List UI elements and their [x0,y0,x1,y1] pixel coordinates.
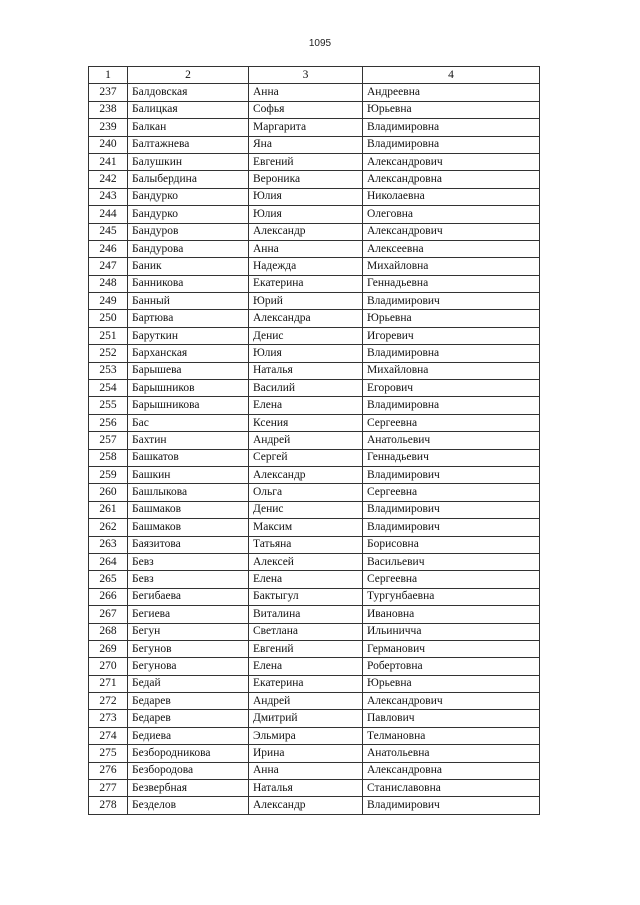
surname-cell: Балтажнева [128,136,249,153]
row-number-cell: 237 [89,84,128,101]
first-name-cell: Наталья [249,362,363,379]
row-number-cell: 263 [89,536,128,553]
row-number-cell: 260 [89,484,128,501]
first-name-cell: Елена [249,397,363,414]
surname-cell: Баруткин [128,327,249,344]
table-row [89,675,540,692]
table-row [89,153,540,170]
surname-cell: Безделов [128,797,249,814]
surname-cell: Бегунова [128,658,249,675]
table-row [89,745,540,762]
first-name-cell: Яна [249,136,363,153]
page-number: 1095 [308,38,332,49]
table-row [89,449,540,466]
table-row [89,293,540,310]
patronymic-cell: Владимирович [363,797,540,814]
row-number-cell: 242 [89,171,128,188]
table-row [89,136,540,153]
surname-cell: Бандурко [128,206,249,223]
surname-cell: Бегун [128,623,249,640]
table-row [89,588,540,605]
table-row [89,101,540,118]
first-name-cell: Юрий [249,293,363,310]
header-col-1: 1 [89,67,128,84]
first-name-cell: Анна [249,84,363,101]
patronymic-cell: Анатольевна [363,745,540,762]
patronymic-cell: Юрьевна [363,310,540,327]
patronymic-cell: Михайловна [363,362,540,379]
row-number-cell: 251 [89,327,128,344]
table-row [89,606,540,623]
patronymic-cell: Александрович [363,153,540,170]
row-number-cell: 244 [89,206,128,223]
patronymic-cell: Германович [363,640,540,657]
row-number-cell: 255 [89,397,128,414]
patronymic-cell: Сергеевна [363,484,540,501]
row-number-cell: 261 [89,501,128,518]
table-row [89,571,540,588]
surname-cell: Безбородникова [128,745,249,762]
patronymic-cell: Сергеевна [363,571,540,588]
table-row [89,484,540,501]
first-name-cell: Юлия [249,188,363,205]
surname-cell: Бедай [128,675,249,692]
patronymic-cell: Александрович [363,223,540,240]
row-number-cell: 272 [89,693,128,710]
surname-cell: Балдовская [128,84,249,101]
surname-cell: Бахтин [128,432,249,449]
patronymic-cell: Владимировна [363,119,540,136]
surname-cell: Балыбердина [128,171,249,188]
surname-cell: Бедарев [128,693,249,710]
table-row [89,797,540,814]
header-col-3: 3 [249,67,363,84]
surname-cell: Башлыкова [128,484,249,501]
first-name-cell: Вероника [249,171,363,188]
first-name-cell: Софья [249,101,363,118]
table-row [89,780,540,797]
table-row [89,345,540,362]
patronymic-cell: Игоревич [363,327,540,344]
row-number-cell: 247 [89,258,128,275]
table-row [89,623,540,640]
header-row [89,67,540,84]
surname-cell: Бартюва [128,310,249,327]
first-name-cell: Маргарита [249,119,363,136]
patronymic-cell: Тургунбаевна [363,588,540,605]
patronymic-cell: Геннадьевич [363,449,540,466]
first-name-cell: Андрей [249,432,363,449]
row-number-cell: 256 [89,414,128,431]
table-row [89,275,540,292]
surname-cell: Башмаков [128,519,249,536]
row-number-cell: 240 [89,136,128,153]
patronymic-cell: Геннадьевна [363,275,540,292]
surname-cell: Барханская [128,345,249,362]
patronymic-cell: Александровна [363,171,540,188]
patronymic-cell: Ильиничча [363,623,540,640]
table-row [89,84,540,101]
row-number-cell: 245 [89,223,128,240]
first-name-cell: Василий [249,380,363,397]
table-row [89,362,540,379]
names-table [88,66,540,815]
row-number-cell: 268 [89,623,128,640]
first-name-cell: Александр [249,223,363,240]
patronymic-cell: Владимировна [363,397,540,414]
first-name-cell: Ирина [249,745,363,762]
surname-cell: Башмаков [128,501,249,518]
patronymic-cell: Станиславовна [363,780,540,797]
table-row [89,258,540,275]
first-name-cell: Ксения [249,414,363,431]
table-row [89,710,540,727]
row-number-cell: 267 [89,606,128,623]
table-row [89,380,540,397]
patronymic-cell: Робертовна [363,658,540,675]
table-row [89,188,540,205]
patronymic-cell: Андреевна [363,84,540,101]
first-name-cell: Денис [249,327,363,344]
table-header [89,67,540,84]
row-number-cell: 266 [89,588,128,605]
patronymic-cell: Николаевна [363,188,540,205]
patronymic-cell: Александровна [363,762,540,779]
surname-cell: Бевз [128,571,249,588]
patronymic-cell: Юрьевна [363,675,540,692]
first-name-cell: Анна [249,240,363,257]
patronymic-cell: Михайловна [363,258,540,275]
patronymic-cell: Владимирович [363,501,540,518]
first-name-cell: Екатерина [249,675,363,692]
patronymic-cell: Ивановна [363,606,540,623]
table-row [89,397,540,414]
table-row [89,640,540,657]
table-row [89,536,540,553]
first-name-cell: Анна [249,762,363,779]
surname-cell: Барышникова [128,397,249,414]
row-number-cell: 238 [89,101,128,118]
first-name-cell: Александра [249,310,363,327]
patronymic-cell: Телмановна [363,727,540,744]
first-name-cell: Дмитрий [249,710,363,727]
table-row [89,414,540,431]
first-name-cell: Андрей [249,693,363,710]
surname-cell: Бандурова [128,240,249,257]
first-name-cell: Бактыгул [249,588,363,605]
surname-cell: Бандурко [128,188,249,205]
row-number-cell: 269 [89,640,128,657]
patronymic-cell: Владимирович [363,466,540,483]
surname-cell: Бедарев [128,710,249,727]
row-number-cell: 274 [89,727,128,744]
table-row [89,327,540,344]
first-name-cell: Максим [249,519,363,536]
surname-cell: Бандуров [128,223,249,240]
patronymic-cell: Владимировна [363,136,540,153]
table-row [89,432,540,449]
row-number-cell: 241 [89,153,128,170]
surname-cell: Бегунов [128,640,249,657]
surname-cell: Банникова [128,275,249,292]
row-number-cell: 262 [89,519,128,536]
patronymic-cell: Павлович [363,710,540,727]
surname-cell: Бегиева [128,606,249,623]
surname-cell: Бедиева [128,727,249,744]
row-number-cell: 259 [89,466,128,483]
patronymic-cell: Владимирович [363,519,540,536]
table-row [89,119,540,136]
row-number-cell: 264 [89,553,128,570]
first-name-cell: Юлия [249,206,363,223]
table-row [89,501,540,518]
first-name-cell: Татьяна [249,536,363,553]
surname-cell: Барышников [128,380,249,397]
row-number-cell: 258 [89,449,128,466]
first-name-cell: Сергей [249,449,363,466]
row-number-cell: 271 [89,675,128,692]
table-row [89,519,540,536]
row-number-cell: 254 [89,380,128,397]
surname-cell: Башкин [128,466,249,483]
row-number-cell: 253 [89,362,128,379]
first-name-cell: Елена [249,658,363,675]
first-name-cell: Евгений [249,640,363,657]
surname-cell: Банный [128,293,249,310]
first-name-cell: Надежда [249,258,363,275]
surname-cell: Барышева [128,362,249,379]
row-number-cell: 257 [89,432,128,449]
patronymic-cell: Алексеевна [363,240,540,257]
patronymic-cell: Олеговна [363,206,540,223]
table-row [89,206,540,223]
surname-cell: Бас [128,414,249,431]
surname-cell: Бевз [128,553,249,570]
first-name-cell: Елена [249,571,363,588]
surname-cell: Башкатов [128,449,249,466]
header-col-4: 4 [363,67,540,84]
row-number-cell: 252 [89,345,128,362]
table-row [89,466,540,483]
row-number-cell: 249 [89,293,128,310]
first-name-cell: Наталья [249,780,363,797]
patronymic-cell: Александрович [363,693,540,710]
table-row [89,762,540,779]
row-number-cell: 250 [89,310,128,327]
first-name-cell: Светлана [249,623,363,640]
row-number-cell: 276 [89,762,128,779]
header-col-2: 2 [128,67,249,84]
first-name-cell: Эльмира [249,727,363,744]
patronymic-cell: Васильевич [363,553,540,570]
row-number-cell: 278 [89,797,128,814]
table-body [89,84,540,814]
first-name-cell: Алексей [249,553,363,570]
first-name-cell: Юлия [249,345,363,362]
patronymic-cell: Владимирович [363,293,540,310]
table-row [89,223,540,240]
row-number-cell: 265 [89,571,128,588]
surname-cell: Баязитова [128,536,249,553]
table-row [89,171,540,188]
table-row [89,658,540,675]
first-name-cell: Денис [249,501,363,518]
row-number-cell: 243 [89,188,128,205]
first-name-cell: Виталина [249,606,363,623]
surname-cell: Балкан [128,119,249,136]
table-row [89,240,540,257]
first-name-cell: Евгений [249,153,363,170]
row-number-cell: 239 [89,119,128,136]
surname-cell: Безбородова [128,762,249,779]
row-number-cell: 277 [89,780,128,797]
row-number-cell: 275 [89,745,128,762]
row-number-cell: 273 [89,710,128,727]
patronymic-cell: Владимировна [363,345,540,362]
table-row [89,693,540,710]
patronymic-cell: Юрьевна [363,101,540,118]
patronymic-cell: Анатольевич [363,432,540,449]
patronymic-cell: Егорович [363,380,540,397]
row-number-cell: 270 [89,658,128,675]
first-name-cell: Александр [249,466,363,483]
table-row [89,310,540,327]
surname-cell: Балицкая [128,101,249,118]
first-name-cell: Ольга [249,484,363,501]
row-number-cell: 246 [89,240,128,257]
table-row [89,553,540,570]
first-name-cell: Александр [249,797,363,814]
surname-cell: Безвербная [128,780,249,797]
surname-cell: Баник [128,258,249,275]
table-row [89,727,540,744]
surname-cell: Бегибаева [128,588,249,605]
surname-cell: Балушкин [128,153,249,170]
patronymic-cell: Борисовна [363,536,540,553]
patronymic-cell: Сергеевна [363,414,540,431]
first-name-cell: Екатерина [249,275,363,292]
row-number-cell: 248 [89,275,128,292]
